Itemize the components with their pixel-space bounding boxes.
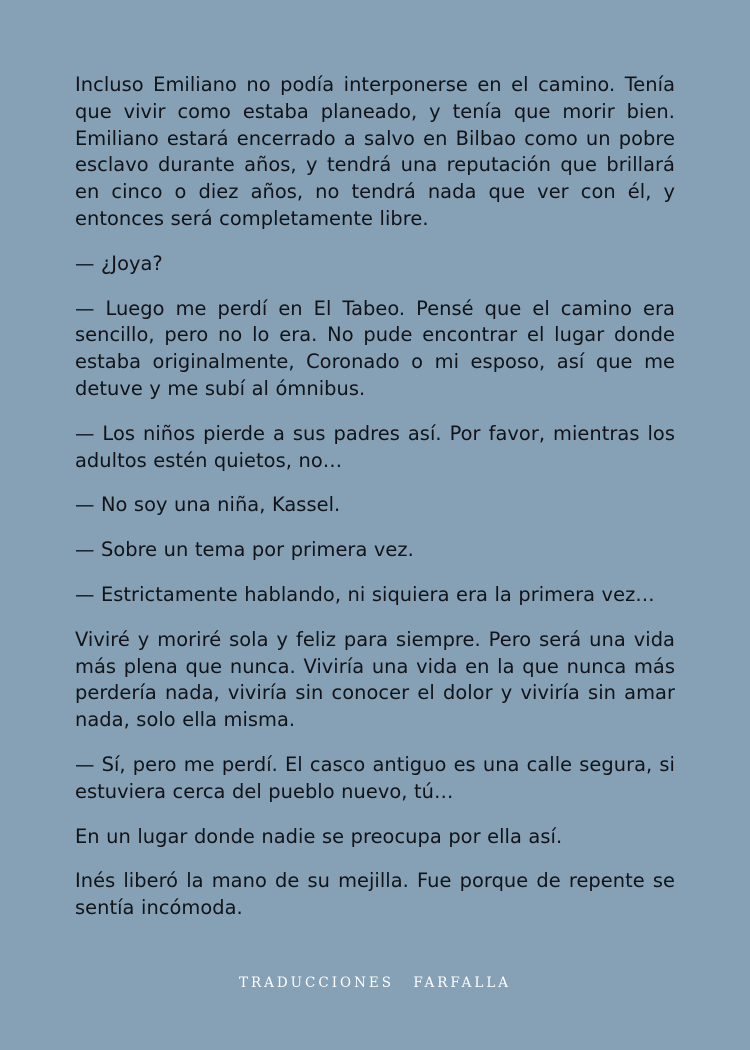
text-body xyxy=(75,72,675,940)
paragraph: Inés liberó la mano de su mejilla. Fue porque de repente se sentía incómoda. xyxy=(75,869,675,920)
paragraph: Viviré y moriré sola y feliz para siempre. Pero será una vida más plena que nunca. Viviría una vida en la que nunca más perdería nada, viviría sin conocer el dolor y viviría sin amar nada, solo ella misma. xyxy=(75,627,675,732)
paragraph: — Luego me perdí en El Tabeo. Pensé que el camino era sencillo, pero no lo era. No pude encontrar el lugar donde estaba originalmente, Coronado o mi esposo, así que me detuve y me subí al ómnibus. xyxy=(75,296,675,400)
paragraph: Incluso Emiliano no podía interponerse en el camino. Tenía que vivir como estaba planeado, y tenía que morir bien. Emiliano estará encerrado a salvo en Bilbao como un pobre esclavo durante años, y tendrá una reputación que brillará en cinco o diez años, no tendrá nada que ver con él, y entonces será completamente libre. xyxy=(75,73,675,230)
paragraph: — Estrictamente hablando, ni siquiera era la primera vez… xyxy=(75,582,655,606)
paragraph: — No soy una niña, Kassel. xyxy=(75,493,341,517)
footer-credit: TRADUCCIONES FARFALLA xyxy=(238,975,512,991)
paragraph: — Sobre un tema por primera vez. xyxy=(75,538,414,562)
paragraph: — Los niños pierde a sus padres así. Por favor, mientras los adultos estén quietos, no… xyxy=(75,421,675,472)
paragraph: — Sí, pero me perdí. El casco antiguo es una calle segura, si estuviera cerca del pueblo nuevo, tú… xyxy=(75,752,675,803)
paragraph: En un lugar donde nadie se preocupa por ella así. xyxy=(75,824,563,848)
paragraph: — ¿Joya? xyxy=(75,251,163,275)
